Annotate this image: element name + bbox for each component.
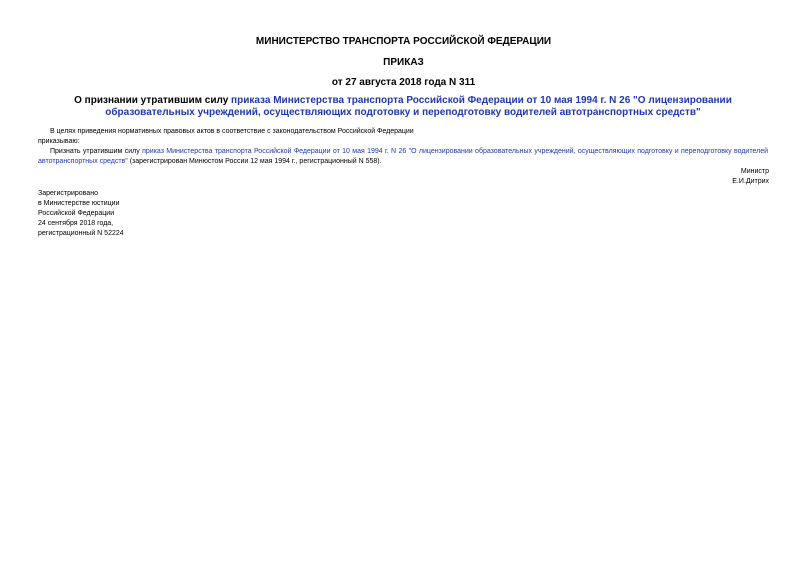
document-title [38, 95, 768, 119]
ministry-heading: МИНИСТЕРСТВО ТРАНСПОРТА РОССИЙСКОЙ ФЕДЕРАЦИИ [255, 36, 552, 47]
signer-position: Министр [740, 168, 769, 175]
registration-line: Российской Федерации [38, 210, 115, 217]
registration-line: регистрационный N 52224 [38, 230, 124, 237]
registration-block [38, 189, 124, 239]
signer-name: Е.И.Дитрих [732, 178, 769, 185]
title-link[interactable]: приказа Министерства транспорта Российской Федерации от 10 мая 1994 г. N 26 "О лицензировании образовательных учреждений, осуществляющих подготовку и переподготовку водителей автотранспортных средств" [105, 95, 732, 118]
clause-prefix: Признать утратившим силу [50, 148, 143, 155]
title-prefix: О признании утратившим силу [74, 95, 232, 106]
registration-line: Зарегистрировано [38, 190, 98, 197]
clause-paragraph [38, 147, 768, 166]
registration-line: в Министерстве юстиции [38, 200, 120, 207]
order-date-number: от 27 августа 2018 года N 311 [331, 77, 476, 88]
order-word: приказываю: [38, 138, 80, 145]
clause-suffix: (зарегистрирован Минюстом России 12 мая 1994 г., регистрационный N 558). [127, 157, 382, 165]
clause-link[interactable]: приказ Министерства транспорта Российской Федерации от 10 мая 1994 г. N 26 "О лицензировании образовательных учреждений, осуществляющих подготовку и переподготовку водителей автотранспортных средств" [38, 148, 768, 165]
order-heading: ПРИКАЗ [383, 57, 424, 68]
intro-paragraph: В целях приведения нормативных правовых актов в соответствие с законодательством Российской Федерации [50, 128, 414, 135]
registration-line: 24 сентября 2018 года, [38, 220, 114, 227]
